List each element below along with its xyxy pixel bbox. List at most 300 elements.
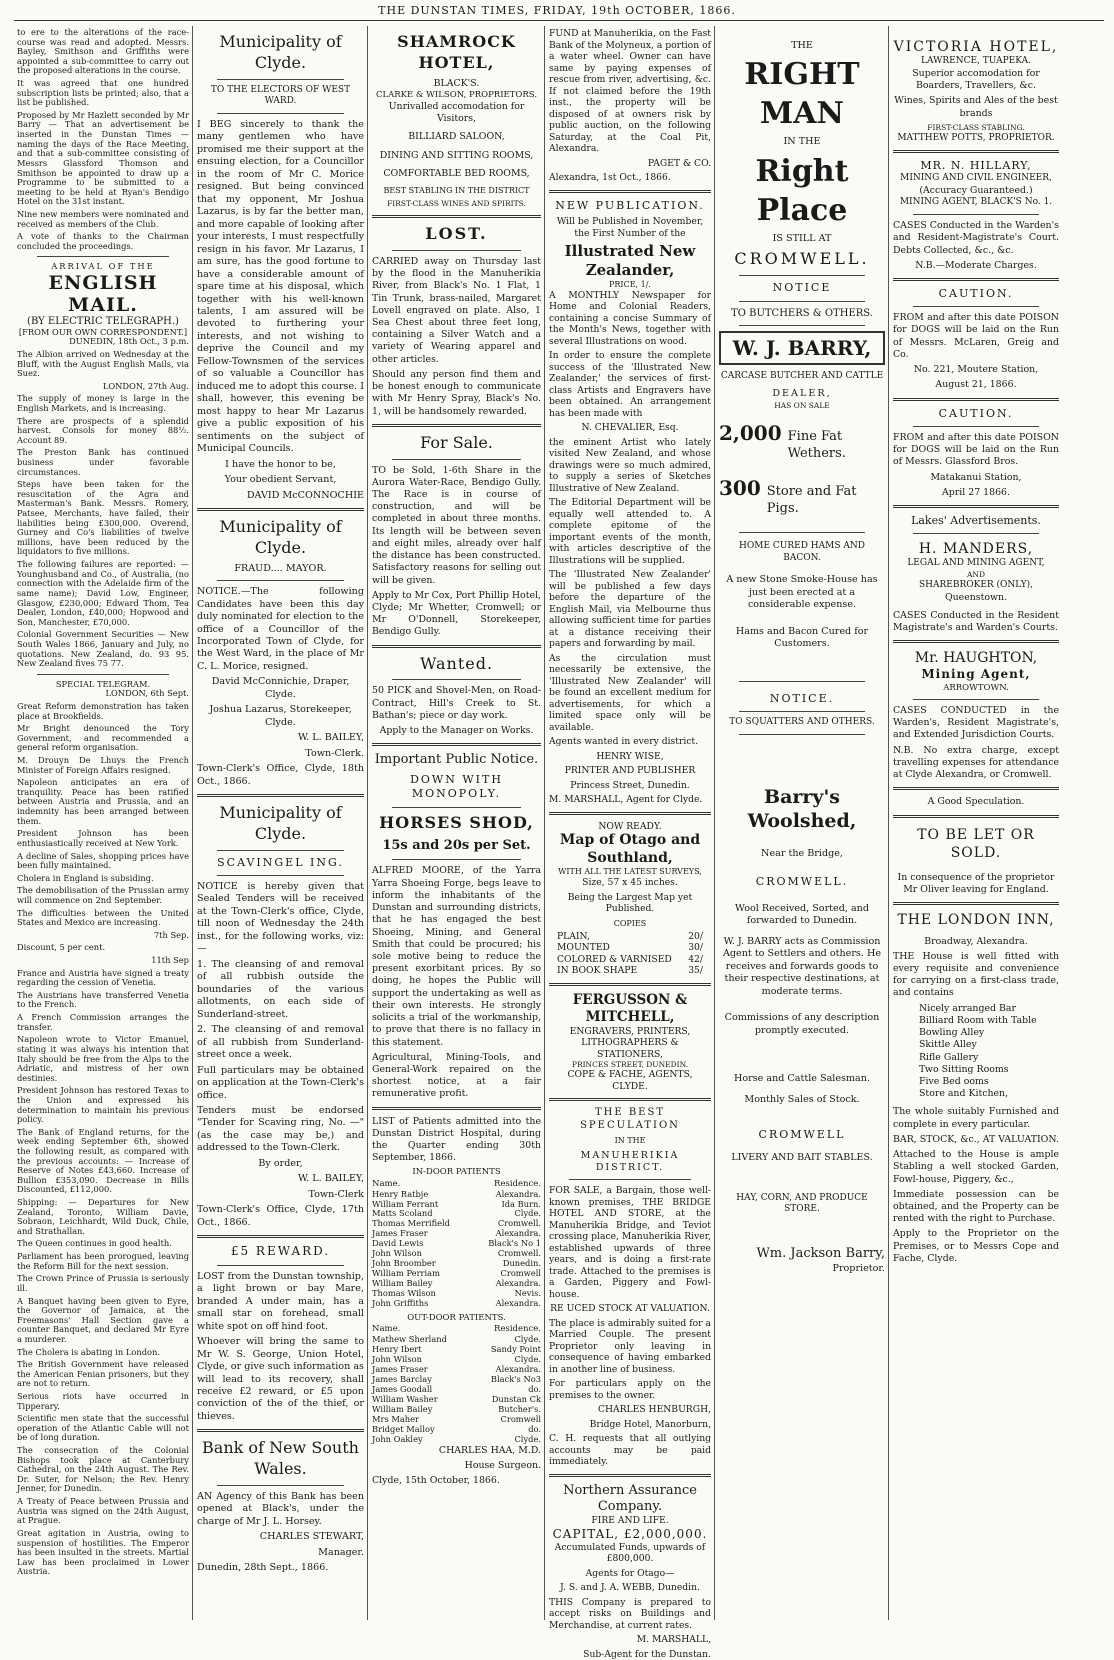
ad-body: Agents for Otago— [585, 1567, 675, 1579]
heading-for-sale: For Sale. [420, 432, 493, 452]
ad-body: N.B.—Moderate Charges. [915, 259, 1037, 271]
subheading: (Accuracy Guaranteed.) [919, 185, 1033, 197]
news-paragraph: The Preston Bank has continued business under favorable circumstances. [17, 447, 189, 477]
patient-name: Matts Scoland [372, 1208, 433, 1219]
news-paragraph: The Austrians have transferred Venetia to the French. [17, 989, 189, 1010]
ad-body: Full particulars may be obtained on application at the Town-Clerk's office. [197, 1064, 364, 1101]
heading-monopoly: DOWN WITH MONOPOLY. [410, 773, 503, 801]
ad-body: FROM and after this date POISON for DOGS will be laid on the Run of Messrs. McLaren, Greig and Co. [893, 312, 1059, 360]
subheading: DEALER, [772, 388, 832, 400]
patient-residence: Clyde. [514, 1208, 541, 1219]
subheading: FIRE AND LIFE. [591, 1515, 669, 1527]
news-paragraph: Proposed by Mr Hazlett seconded by Mr Barry — That an advertisement be inserted in the Dunstan Times — naming the days of the Race Meeting, and that a sub-committee consisting of Messrs Glassford Thomson and Smithson be appointed to draw up a Programme to be submitted to a meeting to be held at Ryan's Bendigo Hotel on the 31st instant. [17, 109, 189, 207]
ad-signature: CHARLES STEWART, [259, 1531, 364, 1543]
ad-body: Should any person find them and be honest enough to communicate with Mr Henry Spray, Black's No. 1, will be handsomely rewarded. [372, 368, 541, 417]
ad-body: Apply to the Manager on Works. [379, 725, 534, 737]
list-item: Two Sitting Rooms [919, 1063, 1009, 1075]
price-value: 42/ [688, 953, 703, 965]
ad-body: Attached to the House is ample Stabling a well stocked Garden, Fowl-house, Piggery, &c., [893, 1149, 1059, 1185]
news-paragraph: Nine new members were nominated and received as members of the Club. [17, 208, 189, 229]
masthead: THE DUNSTAN TIMES, FRIDAY, 19th OCTOBER, 1866. [378, 4, 736, 17]
ad-signature: Wm. Jackson Barry, [756, 1245, 885, 1261]
price-label: COLORED & VARNISED [557, 953, 672, 965]
ad-body: DINING AND SITTING ROOMS, [379, 149, 534, 161]
news-paragraph: The British Government have released the American Fenian prisoners, but they are not to return. [17, 1359, 189, 1389]
column-divider [888, 26, 889, 1620]
patient-residence: Black's No3 [490, 1373, 541, 1384]
news-paragraph: Napoleon wrote to Victor Emanuel, stating it was always his intention that Italy should be free from the Alps to the Adriatic, and mistress of her own destinies. [17, 1034, 189, 1083]
ad-body: The Editorial Department will be equally well attended to. A complete epitome of the important events of the month, with articles descriptive of the Illustrations will be supplied. [549, 497, 711, 566]
patient-residence: Alexandra. [495, 1363, 541, 1374]
stock-count: 2,000 [719, 421, 782, 446]
heading-scavenging: SCAVINGEL ING. [217, 855, 344, 869]
heading-caution: CAUTION. [938, 406, 1014, 420]
patient-name: David Lewis [372, 1238, 424, 1249]
ad-body: FIRST-CLASS WINES AND SPIRITS. [387, 199, 526, 209]
patient-residence: Sandy Point [490, 1344, 541, 1355]
news-paragraph: Great agitation in Austria, owing to suspension of hostilities. The Emperor has been insulted in the streets. Martial Law has been proclaimed in Lower Austria. [17, 1527, 189, 1577]
ad-dateline: Town-Clerk's Office, Clyde, 18th Oct., 1866. [197, 763, 364, 787]
dateline: LONDON, 27th Aug. [102, 380, 189, 391]
subheading: LITHOGRAPHERS & STATIONERS, [581, 1037, 679, 1060]
subheading: CROMWELL. [755, 874, 849, 888]
patient-name: William Ferrant [372, 1198, 439, 1209]
subheading: CROMWELL [758, 1127, 846, 1141]
subheading: CLARKE & WILSON, PROPRIETORS. [375, 89, 538, 100]
ad-signature: Bridge Hotel, Manorburn, [589, 1418, 711, 1430]
patient-name: John Oakley [372, 1433, 423, 1444]
patient-name: Bridget Malloy [372, 1423, 435, 1434]
heading-municipality: Municipality of Clyde. [219, 517, 342, 557]
news-paragraph: Parliament has been prorogued, leaving the Reform Bill for the next session. [17, 1251, 189, 1271]
ad-body: For particulars apply on the premises to the owner. [549, 1378, 711, 1401]
subheading-capital: CAPITAL, £2,000,000. [552, 1526, 708, 1541]
heading-special-telegram: SPECIAL TELEGRAM. [55, 678, 151, 689]
subheading-correspondent: [FROM OUR OWN CORRESPONDENT.] [18, 326, 188, 337]
patient-residence: Butcher's. [498, 1403, 541, 1414]
ad-body: By order, [258, 1157, 303, 1169]
subheading-mining-agent: Mining Agent, [921, 667, 1031, 682]
subheading: AND [967, 570, 985, 580]
subheading: ENGRAVERS, PRINTERS, [569, 1025, 691, 1037]
column-barry [716, 28, 888, 1618]
news-paragraph: Colonial Government Securities — New South Wales 1866, January and July, no quotations. New Zealand, do. 93 95. New Zealand fives 75 77. [17, 629, 189, 669]
news-paragraph: A French Commission arranges the transfer. [17, 1012, 189, 1032]
patient-name: William Bailey [372, 1278, 433, 1289]
ad-body: N.B. No extra charge, except travelling expenses for attendance at Clyde Alexandra, or Cromwell. [893, 744, 1059, 781]
patient-residence: do. [528, 1423, 541, 1434]
ad-body: BEST STABLING IN THE DISTRICT [383, 185, 530, 195]
heading-woolshed: Barry's Woolshed, [747, 785, 857, 833]
ad-signature: PRINTER AND PUBLISHER [564, 765, 696, 777]
list-item: Five Bed ooms [919, 1075, 989, 1087]
news-paragraph: France and Austria have signed a treaty regarding the cession of Venetia. [17, 967, 189, 988]
ad-signature: M. MARSHALL, [636, 1634, 711, 1646]
heading-notice: NOTICE. [769, 691, 835, 705]
ad-body: Superior accomodation for Boarders, Travellers, &c. [912, 67, 1040, 92]
stock-line-pigs [719, 475, 885, 518]
subheading: HAY, CORN, AND PRODUCE STORE. [736, 1192, 868, 1215]
subheading: BLACK'S. [433, 77, 480, 89]
ad-signature: Town-Clerk [308, 1188, 364, 1200]
ad-body: NOTICE.—The following Candidates have been this day duly nominated for election to the office of a Councillor of the Incorporated Town of Clyde, for the West Ward, in the place of Mr C. L. Morice, resigned. [197, 586, 364, 672]
subheading: MANUHERIKIA DISTRICT. [580, 1150, 680, 1174]
column-divider [544, 26, 545, 1620]
heading-london-inn: THE LONDON INN, [897, 912, 1055, 929]
ad-body: Commissions of any description promptly executed. [724, 1012, 880, 1036]
ad-body: Near the Bridge, [761, 848, 843, 860]
heading-municipality: Municipality of Clyde. [219, 32, 342, 72]
out-door-patient-list [372, 1335, 541, 1444]
ad-body: I have the honor to be, [225, 458, 336, 470]
price-row [557, 942, 703, 954]
ad-signature: Manager. [318, 1546, 364, 1558]
news-paragraph: Great Reform demonstration has taken place at Brookfields. [17, 701, 189, 721]
ad-dateline: Dunedin, 28th Sept., 1866. [197, 1562, 329, 1574]
stock-count: 300 [719, 476, 761, 501]
subheading: MINING AGENT, BLACK'S No. 1. [899, 197, 1053, 208]
price-label: PLAIN, [557, 930, 590, 942]
ad-signature: DAVID McCONNOCHIE [246, 489, 364, 501]
patient-name: William Washer [372, 1393, 438, 1404]
subheading: IS STILL AT [772, 232, 832, 244]
ad-body: Wool Received, Sorted, and forwarded to Dunedin. [735, 902, 869, 927]
news-paragraph: It was agreed that one hundred subscription lists be printed; also, that a list be published. [17, 78, 189, 108]
ad-signature: Sub-Agent for the Dunstan. [583, 1648, 711, 1660]
list-item: Bowling Alley [919, 1027, 985, 1039]
patient-name: William Bailey [372, 1403, 433, 1414]
news-paragraph: Mr Bright denounced the Tory Government, and recommended a general reform organisation. [17, 723, 189, 753]
subheading: SHAREBROKER (ONLY), [918, 579, 1034, 590]
ad-body: NOTICE is hereby given that Sealed Tenders will be received at the Town-Clerk's office, Clyde, till noon of Wednesday the 24th inst., for the following works, viz:— [197, 881, 364, 955]
ad-body: J. S. and J. A. WEBB, Dunedin. [560, 1582, 700, 1594]
ad-body: The place is admirably suited for a Married Couple. The present Proprietor only leaving in consequence of having embarked in another line of business. [549, 1317, 711, 1375]
news-paragraph: Scientific men state that the successful operation of the Atlantic Cable will not be of long duration. [17, 1413, 189, 1443]
heading-map: Map of Otago and Southland, [559, 832, 701, 866]
heading-bank: Bank of New South Wales. [202, 1438, 359, 1479]
ad-signature: PAGET & CO. [647, 157, 711, 169]
ad-body: The whole suitably Furnished and complete in every particular. [893, 1106, 1059, 1130]
ad-signature: W. L. BAILEY, [297, 732, 364, 744]
ad-body: August 21, 1866. [935, 379, 1017, 391]
heading-hillary: MR. N. HILLARY, [920, 159, 1032, 173]
list-item: Skittle Alley [919, 1039, 977, 1051]
ad-body: Apply to Mr Cox, Port Phillip Hotel, Clyde; Mr Whetter, Cromwell; or Mr O'Donnell, Storekeeper, Bendigo Gully. [372, 589, 541, 638]
subheading: LIVERY AND BAIT STABLES. [731, 1152, 873, 1164]
news-paragraph: Serious riots have occurred in Tipperary. [17, 1391, 189, 1411]
price-label: IN BOOK SHAPE [557, 965, 638, 977]
ad-body: Accumulated Funds, upwards of £800,000. [554, 1541, 706, 1565]
heading-wj-barry: W. J. BARRY, [719, 331, 885, 365]
news-paragraph: The Crown Prince of Prussia is seriously ill. [17, 1273, 189, 1293]
patient-residence: Nevis. [514, 1288, 541, 1299]
column-divider [192, 26, 193, 1620]
subheading: MINING AND CIVIL ENGINEER, [900, 173, 1052, 184]
ad-body: CASES CONDUCTED in the Warden's, Resident Magistrate's, and Extended Jurisdiction Courts. [893, 705, 1059, 741]
ad-signature: CHARLES HENBURGH, [597, 1404, 711, 1416]
map-price-list [557, 931, 703, 977]
heading-municipality: Municipality of Clyde. [219, 803, 342, 843]
ad-body: David McConnichie, Draper, Clyde. [211, 676, 350, 700]
heading-lakes: Lakes' Advertisements. [911, 513, 1041, 527]
ad-signature: M. MARSHALL, Agent for Clyde. [549, 794, 703, 806]
news-paragraph: President Johnson has restored Texas to the Union and expressed his determination to maintain his previous policy. [17, 1085, 189, 1125]
ad-signature: HENRY WISE, [596, 750, 664, 762]
column-news [14, 28, 192, 1618]
subheading-copies: COPIES [613, 918, 647, 928]
column-ads-b [546, 28, 714, 1660]
patient-row [372, 1299, 541, 1309]
patient-name: John Wilson [372, 1248, 422, 1259]
heading-important-notice: Important Public Notice. [374, 752, 539, 768]
price-value: 20/ [688, 930, 703, 942]
subheading: LEGAL AND MINING AGENT, [907, 558, 1045, 569]
ad-body: Wines, Spirits and Ales of the best brands [894, 95, 1058, 119]
patient-residence: Alexandra. [495, 1228, 541, 1239]
patient-name: James Fraser [372, 1363, 428, 1374]
ad-signature: Town-Clerk. [305, 747, 364, 759]
column-ads-c [890, 28, 1062, 1618]
ad-body: LOST from the Dunstan township, a light brown or bay Mare, branded A under main, has a small star on forehead, small white spot on off hind foot. [197, 1270, 364, 1332]
patient-residence: Cromwell. [497, 1248, 541, 1259]
list-item: Store and Kitchen, [919, 1088, 1009, 1100]
news-paragraph: Discount, 5 per cent. [17, 942, 106, 953]
inn-features-list [919, 1003, 1059, 1101]
heading-caution: CAUTION. [938, 286, 1014, 300]
ad-body: THE House is well fitted with every requisite and convenience for carrying on a first-class trade, and contains [893, 950, 1059, 999]
ad-body: CASES Conducted in the Warden's and Resident-Magistrate's Court. Debts Collected, &c., &c. [893, 220, 1059, 256]
ad-body: April 27 1866. [942, 486, 1010, 498]
ad-body: Monthly Sales of Stock. [744, 1093, 860, 1105]
news-paragraph: The consecration of the Colonial Bishops took place at Canterbury Cathedral, on the 24th August. The Rev. Dr. Suter, for Nelson; the Rev. Henry Jenner, for Dunedin. [17, 1445, 189, 1494]
news-paragraph: Shipping: — Departures for New Zealand, Toronto, William Davie, Sobraon, Leichhardt, Wild Duck, Chile, and Strathallan. [17, 1197, 189, 1236]
column-municipal [194, 28, 367, 1618]
ad-dateline: Clyde, 15th October, 1866. [372, 1475, 500, 1487]
patient-residence: Clyde. [514, 1334, 541, 1345]
news-paragraph: The Albion arrived on Wednesday at the Bluff, with the August English Mails, via Suez. [17, 348, 189, 379]
ad-body: Joshua Lazarus, Storekeeper, Clyde. [209, 704, 352, 728]
ad-signature: Proprietor. [832, 1262, 885, 1274]
ad-body: 2. The cleansing of and removal of all rubbish from Sunderland-street once a week. [197, 1024, 364, 1061]
heading-reward: £5 REWARD. [230, 1244, 331, 1259]
ad-body: Immediate possession can be obtained, and the Property can be rented with the right to Purchase. [893, 1188, 1059, 1225]
heading-fergusson: FERGUSSON & MITCHELL, [572, 991, 688, 1025]
price-row [557, 931, 703, 943]
ad-body: Size, 57 x 45 inches. [582, 877, 678, 889]
table-header [372, 1179, 541, 1190]
ad-body: W. J. BARRY acts as Commission Agent to Settlers and others. He receives and forwards goods to their respective destinations, at moderate terms. [722, 935, 881, 997]
subheading: COPE & FACHE, AGENTS, CLYDE. [567, 1069, 693, 1092]
price-row [557, 965, 703, 977]
patient-row [372, 1435, 541, 1445]
news-paragraph: There are prospects of a splendid harvest. Consols for money 88½. Account 89. [17, 415, 189, 445]
heading-now-ready: NOW READY. [598, 820, 662, 832]
heading-in-the: IN THE [783, 136, 821, 148]
news-paragraph: Cholera in England is subsiding. [17, 872, 154, 883]
patient-residence: Clyde. [514, 1433, 541, 1444]
patient-name: Henry Ibert [372, 1344, 422, 1355]
heading-price: 15s and 20s per Set. [382, 837, 531, 853]
ad-body: CASES Conducted in the Resident Magistrate's and Warden's Courts. [893, 609, 1059, 633]
heading-notice: NOTICE [772, 281, 832, 295]
stock-line-wethers [719, 420, 885, 463]
column-divider [367, 26, 368, 1620]
ad-body: the eminent Artist who lately visited New Zealand, and whose drawings were so much admired, to supply a series of Sketches Illustrative of New Zealand. [549, 436, 711, 494]
ad-body: A MONTHLY Newspaper for Home and Colonial Readers, containing a concise Summary of the Month's News, together with several Illustrations on wood. [549, 289, 711, 347]
list-item: Rifle Gallery [919, 1051, 979, 1063]
heading-best-speculation: THE BEST SPECULATION [580, 1107, 680, 1131]
dateline: DUNEDIN, 18th Oct., 3 p.m. [69, 336, 189, 347]
subheading: LAWRENCE, TUAPEKA. [921, 56, 1031, 67]
news-paragraph: The difficulties between the United States and Mexico are increasing. [17, 907, 189, 928]
news-paragraph: The following failures are reported: — Younghusband and Co., of Australia, (no connection with the Adelaide firm of the same name); David Low, Engineer, Glasgow, £230,000; Edward Thom, Tea Dealer, London, £40,000; Hopwood and Son, Manchester, £70,000. [17, 559, 189, 627]
ad-body: Will be Published in November, the First Number of the [556, 216, 704, 239]
patient-name: James Barclay [372, 1373, 432, 1384]
patient-residence: Clyde. [514, 1354, 541, 1364]
heading-haughton: Mr. HAUGHTON, [914, 650, 1038, 667]
ad-body: 1. The cleansing of and removal of all rubbish outside the boundaries of the various allotments, on each side of Sunderland-street. [197, 958, 364, 1020]
ad-body: ALFRED MOORE, of the Yarra Yarra Shoeing Forge, begs leave to inform the inhabitants of the Dunstan and surrounding districts, that he has engaged the best Shoeing, Mining, and General Smith that could be procured; his sole motive being to reduce the present exorbitant prices. By so doing, he hopes the Public will support the undertaking as well as their own interests. He strongly solicits a trial of the workmanship, to prove that there is no fallacy in this statement. [372, 865, 541, 1048]
ad-body: Tenders must be endorsed "Tender for Scaving ring, No. —" (as the case may be,) and addressed to the Town-Clerk. [197, 1104, 364, 1154]
ad-body: Your obedient Servant, [224, 474, 337, 486]
ad-body: Broadway, Alexandra. [924, 935, 1028, 947]
list-item: Billiard Room with Table [919, 1014, 1037, 1026]
patient-name: John Wilson [372, 1354, 422, 1364]
ad-body: In order to ensure the complete success of the 'Illustrated New Zealander,' the services of first-class Artists and Engravers have been obtained. An arrangement has been made with [549, 350, 711, 419]
subheading: FIRST-CLASS STABLING. [927, 122, 1025, 132]
heading-arrival: ARRIVAL OF THE [51, 261, 155, 272]
price-value: 35/ [688, 965, 703, 977]
ad-signature: House Surgeon. [464, 1459, 541, 1471]
price-label: MOUNTED [557, 942, 610, 954]
subheading: IN THE [614, 1136, 646, 1146]
patient-residence: Cromwell. [497, 1218, 541, 1229]
ad-body: As the circulation must necessarily be extensive, the 'Illustrated New Zealander' will be found an excellent medium for advertisements, for which a limited space only will be available. [549, 652, 711, 733]
subheading: Queenstown. [944, 591, 1008, 603]
news-paragraph: The Queen continues in good health. [17, 1238, 172, 1249]
heading-fraud: FRAUD.... MAYOR. [234, 562, 327, 574]
heading-out-door: OUT-DOOR PATIENTS. [407, 1313, 506, 1323]
ad-body: THIS Company is prepared to accept risks on Buildings and Merchandise, at current rates. [549, 1596, 711, 1631]
ad-body: BILLIARD SALOON, [408, 131, 505, 143]
subheading: HAS ON SALE [774, 400, 830, 410]
ad-body: AN Agency of this Bank has been opened at Black's, under the charge of Mr J. L. Horsey. [197, 1491, 364, 1527]
ad-body: FROM and after this date POISON for DOGS will be laid on the Run of Messrs. Glassford Bros. [893, 431, 1059, 468]
ad-body: COMFORTABLE BED ROOMS, [383, 167, 530, 179]
heading-new-publication: NEW PUBLICATION. [555, 198, 705, 212]
heading-butchers: TO BUTCHERS & OTHERS. [731, 307, 873, 319]
ad-signature: CHARLES HAA, M.D. [438, 1444, 541, 1456]
ad-body: CARRIED away on Thursday last by the flood in the Manuherikia River, from Black's No. 1 Flat, 1 Tin Trunk, brass-nailed, Margaret Lovell engraved on plate. Also, 1 Sea Chest about three feet long, containing a Silver Watch and a variety of Wearing apparel and other articles. [372, 255, 541, 365]
ad-body: C. H. requests that all outlying accounts may be paid immediately. [549, 1433, 711, 1468]
ad-dateline: Alexandra, 1st Oct., 1866. [549, 172, 671, 183]
ad-body: RE UCED STOCK AT VALUATION. [550, 1303, 710, 1315]
ad-body: Whoever will bring the same to Mr W. S. George, Union Hotel, Clyde, or give such information as will lead to its recovery, shall receive £2 reward, or £5 upon conviction of the of the thief, or thieves. [197, 1336, 364, 1422]
subheading: PRINCES STREET, DUNEDIN. [571, 1060, 689, 1069]
list-item: Nicely arranged Bar [919, 1002, 1016, 1014]
heading-shamrock-hotel: SHAMROCK HOTEL, [397, 32, 516, 72]
ad-body: Agents wanted in every district. [549, 736, 699, 748]
heading-electors: TO THE ELECTORS OF WEST WARD. [210, 84, 351, 107]
ad-body: Apply to the Proprietor on the Premises, or to Messrs Cope and Fache, Clyde. [893, 1228, 1059, 1264]
ad-body: Being the Largest Map yet Published. [567, 891, 693, 915]
news-paragraph: The demobilisation of the Prussian army will commence on 2nd September. [17, 885, 189, 905]
dateline: 7th Sep. [153, 929, 189, 940]
patient-name: James Fraser [372, 1228, 428, 1239]
heading-victoria-hotel: VICTORIA HOTEL, [893, 39, 1059, 55]
ad-body: The 'Illustrated New Zealander' will be published a few days before the departure of the English Mail, via Melbourne thus allowing sufficient time for parties at a distance receiving their papers and forwarding by mail. [549, 569, 711, 650]
news-paragraph: Napoleon anticipates an era of tranquility. Peace has been ratified between Austria and Prussia, and an indemnity has been arranged between them. [17, 777, 189, 826]
ad-signature: W. L. BAILEY, [297, 1173, 364, 1185]
news-paragraph: The Cholera is abating in London. [17, 1346, 161, 1357]
heading-lost: LOST. [425, 224, 488, 244]
patient-residence: do. [528, 1383, 541, 1394]
ad-body: A new Stone Smoke-House has just been erected at a considerable expense. [726, 574, 878, 611]
header-name: Name. [372, 1178, 401, 1189]
heading-cromwell: CROMWELL. [734, 249, 870, 269]
dateline: LONDON, 6th Sept. [105, 688, 189, 699]
news-paragraph: The Bank of England returns, for the week ending September 6th, showed the following result, as compared with the previous accounts: — Increase of Reserve of Notes £43,660. Increase of Bullion £353,090. Decrease in Bills Discounted, £112,000. [17, 1126, 189, 1195]
patient-name: Thomas Wilson [372, 1288, 436, 1299]
masthead-rule [14, 20, 1104, 21]
in-door-patient-list [372, 1190, 541, 1309]
heading-horses-shod: HORSES SHOD, [379, 812, 534, 832]
ad-body: 50 PICK and Shovel-Men, on Road-Contract, Hill's Creek to St. Bathan's; piece or day work. [372, 685, 541, 721]
news-paragraph: to ere to the alterations of the race-course was read and adopted. Messrs. Bayley, Smithson and Griffiths were appointed a sub-committee to carry out the proposed alterations in the course. [17, 27, 189, 76]
ad-body: TO be Sold, 1-6th Share in the Aurora Water-Race, Bendigo Gully. The Race is in course of construction, and will be completed in about three months. Its length will be between seven and eight miles, already over half the distance has been constructed. Satisfactory reasons for selling out will be given. [372, 464, 541, 586]
patient-residence: Dunedin. [502, 1258, 541, 1269]
ad-body: Agricultural, Mining-Tools, and General-Work repaired on the shortest notice, at a fair remunerative profit. [372, 1051, 541, 1100]
ad-dateline: Town-Clerk's Office, Clyde, 17th Oct., 1866. [197, 1204, 364, 1228]
ad-body: LIST of Patients admitted into the Dunstan District Hospital, during the Quarter ending 30th September, 1866. [372, 1115, 541, 1164]
patient-name: Henry Ratbje [372, 1188, 429, 1199]
heading-hams: HOME CURED HAMS AND BACON. [739, 540, 865, 563]
ad-body: N. CHEVALIER, Esq. [581, 422, 679, 434]
patient-name: William Perriam [372, 1268, 440, 1279]
heading-wanted: Wanted. [419, 653, 494, 673]
heading-english-mail: ENGLISH MAIL. [48, 272, 158, 317]
price-row [557, 954, 703, 966]
stock-label: Fine Fat Wethers. [787, 429, 846, 462]
ad-signature: Princess Street, Dunedin. [570, 779, 690, 791]
patient-residence: Black's No 1 [488, 1238, 541, 1249]
patient-residence: Alexandra. [495, 1188, 541, 1199]
subheading-telegraph: (BY ELECTRIC TELEGRAPH.) [27, 316, 179, 328]
news-paragraph: A Banquet having been given to Eyre, the Governor of Jamaica, at the Freemasons' Hall Section gave a counter Banquet, and declared Mr Eyre a murderer. [17, 1295, 189, 1344]
subheading: ARROWTOWN. [943, 683, 1009, 693]
news-paragraph: A decline of Sales, shopping prices have been fully maintained. [17, 850, 189, 871]
patient-residence: Cromwell [500, 1413, 541, 1424]
patient-name: Mathew Sherland [372, 1334, 447, 1345]
heading-illustrated-nz: Illustrated New Zealander, [564, 242, 696, 279]
patient-residence: Dunstan Ck [491, 1393, 541, 1404]
news-paragraph: President Johnson has been enthusiastically received at New York. [17, 828, 189, 848]
subheading-price: PRICE, 1/. [609, 279, 651, 289]
patient-residence: Cromwell [500, 1268, 541, 1279]
dateline: 11th Sep [151, 955, 189, 966]
patient-name: John Broomber [372, 1258, 436, 1269]
heading-right-place: Right Place [755, 153, 849, 228]
stock-label: Store and Fat Pigs. [766, 484, 857, 517]
subheading: CARCASE BUTCHER AND CATTLE [720, 370, 884, 381]
patient-residence: Alexandra. [495, 1278, 541, 1289]
heading-in-door: IN-DOOR PATIENTS [412, 1167, 501, 1178]
header-residence: Residence. [494, 1178, 541, 1189]
patient-residence: Ida Burn. [501, 1198, 541, 1209]
heading-the: THE [791, 40, 813, 51]
patient-name: Thomas Merrifield [372, 1218, 450, 1229]
ad-body: I BEG sincerely to thank the many gentlemen who have promised me their support at the ensuing election, for a Councillor in the room of Mr C. Morice resigned. But being convinced that my opponent, Mr Joshua Lazarus, is by far the better man, and more capable of looking after your interests, I must respectfully resign in his favor. Mr Lazarus, I am sure, has the good fortune to have a considerable amount of spare time at his disposal, which together with his well-known talents, I am assured will be devoted to furthering your interests, and not wishing to deprive the Council and my Fellow-Townsmen of the services of so valuable a Councillor has induced me to adopt this course. I shall, however, this evening be most happy to hear Mr Lazarus give a public exposition of his sentiments on the subject of Municipal Councils. [197, 118, 364, 455]
